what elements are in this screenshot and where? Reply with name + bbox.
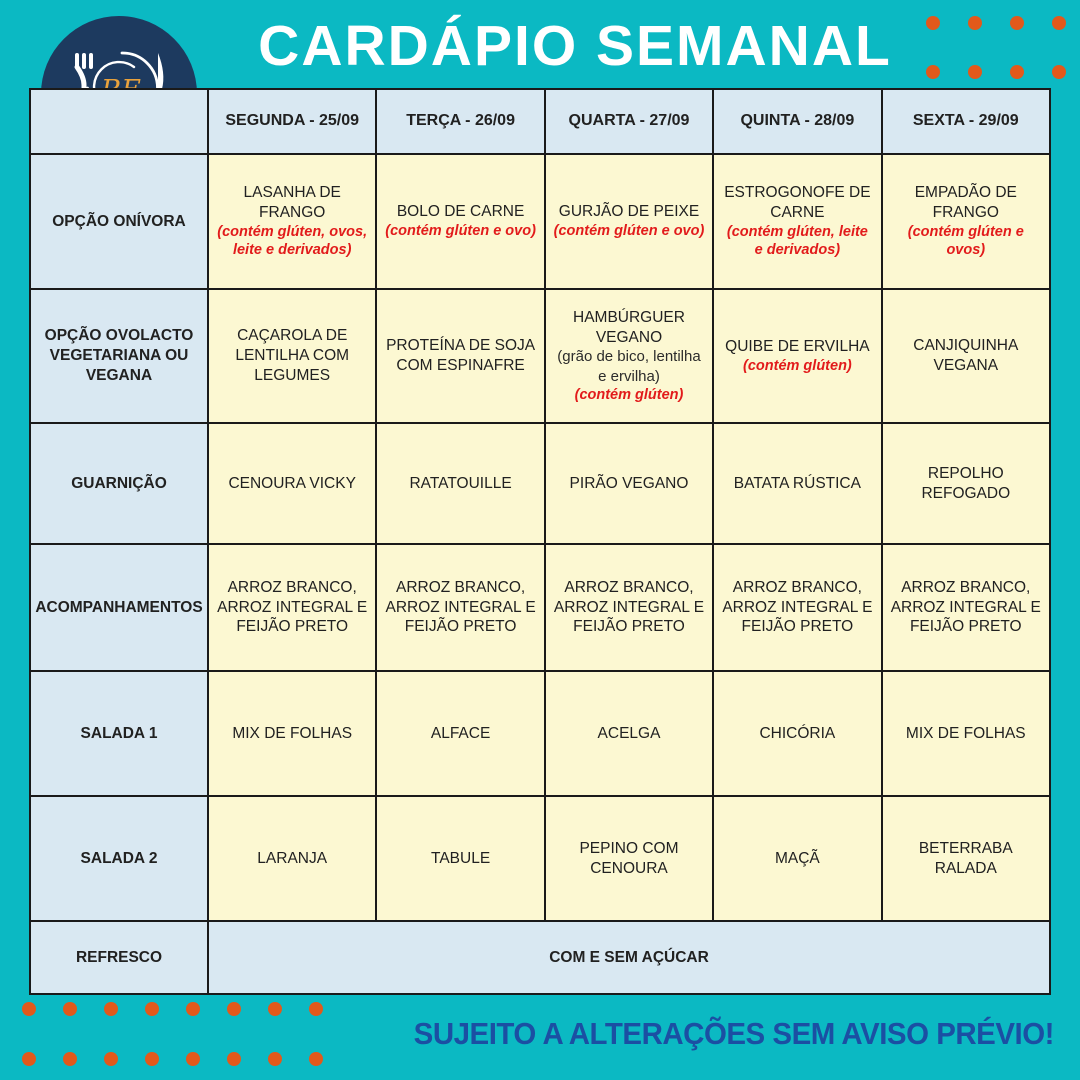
menu-cell	[546, 797, 712, 920]
menu-cell	[714, 797, 880, 920]
dot-icon	[145, 1052, 159, 1066]
menu-cell	[546, 155, 712, 288]
dot-icon	[268, 1002, 282, 1016]
dot-icon	[186, 1052, 200, 1066]
menu-cell	[883, 290, 1049, 422]
dot-icon	[1010, 65, 1024, 79]
menu-cell	[209, 545, 375, 670]
allergen-note: (contém glúten e ovos)	[907, 223, 1024, 259]
menu-cell	[714, 545, 880, 670]
dot-icon	[63, 1002, 77, 1016]
row-label-side-dish: GUARNIÇÃO	[31, 424, 207, 543]
allergen-note: (contém glúten, leite e derivados)	[726, 223, 868, 259]
row-label-salad-2: SALADA 2	[31, 797, 207, 920]
dot-icon	[968, 16, 982, 30]
dish-name: GURJÃO DE PEIXE	[558, 203, 700, 221]
menu-cell	[377, 545, 543, 670]
dish-name: CAÇAROLA DE LENTILHA COM LEGUMES	[235, 327, 350, 384]
menu-cell	[714, 290, 880, 422]
menu-cell	[546, 672, 712, 795]
dish-name: PEPINO COM CENOURA	[579, 839, 679, 877]
dish-name: HAMBÚRGUER VEGANO	[573, 308, 685, 346]
menu-cell	[883, 797, 1049, 920]
menu-cell	[883, 545, 1049, 670]
dish-name: CANJIQUINHA VEGANA	[913, 337, 1019, 374]
dot-icon	[22, 1052, 36, 1066]
dot-icon	[227, 1002, 241, 1016]
dish-name: MIX DE FOLHAS	[905, 724, 1026, 742]
dish-name: ESTROGONOFE DE CARNE	[724, 184, 871, 221]
dish-name: TABULE	[431, 849, 491, 867]
dot-icon	[268, 1052, 282, 1066]
dish-name: REPOLHO REFOGADO	[921, 464, 1011, 502]
row-label-vegetarian: OPÇÃO OVOLACTO VEGETARIANA OU VEGANA	[31, 290, 207, 422]
dish-name: ACELGA	[597, 724, 661, 742]
dot-icon	[1052, 16, 1066, 30]
dot-icon	[104, 1052, 118, 1066]
dish-name: CHICÓRIA	[759, 724, 836, 742]
row-label-salad-1: SALADA 1	[31, 672, 207, 795]
page-title: CARDÁPIO SEMANAL	[258, 14, 892, 78]
menu-cell	[209, 672, 375, 795]
menu-cell	[883, 155, 1049, 288]
menu-cell	[377, 424, 543, 543]
top-right-dots-decoration	[926, 16, 1066, 79]
menu-cell	[546, 424, 712, 543]
menu-cell	[883, 672, 1049, 795]
allergen-note: (contém glúten)	[743, 357, 852, 374]
dot-icon	[227, 1052, 241, 1066]
menu-cell	[883, 424, 1049, 543]
menu-cell	[377, 155, 543, 288]
dish-name: ARROZ BRANCO, ARROZ INTEGRAL E FEIJÃO PRETO	[890, 578, 1041, 636]
dish-ingredients: (grão de bico, lentilha e ervilha)	[557, 348, 701, 385]
allergen-note: (contém glúten)	[574, 386, 684, 403]
dot-icon	[63, 1052, 77, 1066]
dish-name: LARANJA	[257, 849, 328, 867]
menu-cell	[546, 290, 712, 422]
bottom-left-dots-decoration	[22, 1002, 323, 1066]
menu-cell	[377, 290, 543, 422]
dish-name: QUIBE DE ERVILHA	[725, 337, 870, 355]
dot-icon	[145, 1002, 159, 1016]
menu-cell	[377, 797, 543, 920]
menu-cell	[714, 424, 880, 543]
dish-name: ARROZ BRANCO, ARROZ INTEGRAL E FEIJÃO PRETO	[385, 578, 536, 636]
day-header-thursday: QUINTA - 28/09	[714, 90, 880, 153]
allergen-note: (contém glúten e ovo)	[385, 223, 536, 240]
day-header-tuesday: TERÇA - 26/09	[377, 90, 543, 153]
row-label-accompaniments: ACOMPANHAMENTOS	[31, 545, 207, 670]
menu-cell	[209, 797, 375, 920]
dish-name: BOLO DE CARNE	[396, 203, 525, 221]
dot-icon	[309, 1052, 323, 1066]
menu-cell	[714, 155, 880, 288]
dish-name: PROTEÍNA DE SOJA COM ESPINAFRE	[386, 337, 536, 374]
dish-name: ARROZ BRANCO, ARROZ INTEGRAL E FEIJÃO PRETO	[217, 578, 368, 636]
dish-name: ARROZ BRANCO, ARROZ INTEGRAL E FEIJÃO PRETO	[722, 578, 873, 636]
allergen-note: (contém glúten e ovo)	[553, 223, 705, 240]
dot-icon	[309, 1002, 323, 1016]
drink-value: COM E SEM AÇÚCAR	[549, 948, 709, 966]
dish-name: MAÇÃ	[774, 849, 820, 867]
dish-name: BETERRABA RALADA	[918, 839, 1013, 877]
dish-name: EMPADÃO DE FRANGO	[914, 184, 1017, 221]
dot-icon	[22, 1002, 36, 1016]
drink-cell	[209, 922, 1049, 993]
dot-icon	[926, 65, 940, 79]
menu-cell	[209, 290, 375, 422]
menu-cell	[546, 545, 712, 670]
dot-icon	[1010, 16, 1024, 30]
row-label-omnivore: OPÇÃO ONÍVORA	[31, 155, 207, 288]
allergen-note: (contém glúten, ovos, leite e derivados)	[217, 223, 368, 259]
weekly-menu-table	[29, 88, 1051, 995]
corner-cell	[31, 90, 207, 153]
dish-name: CENOURA VICKY	[228, 474, 356, 492]
dish-name: BATATA RÚSTICA	[733, 474, 861, 492]
footer-notice: SUJEITO A ALTERAÇÕES SEM AVISO PRÉVIO!	[413, 1016, 1054, 1051]
dish-name: ARROZ BRANCO, ARROZ INTEGRAL E FEIJÃO PRETO	[553, 578, 705, 636]
day-header-monday: SEGUNDA - 25/09	[209, 90, 375, 153]
dot-icon	[1052, 65, 1066, 79]
dish-name: MIX DE FOLHAS	[232, 724, 353, 742]
dish-name: ALFACE	[430, 724, 491, 742]
dish-name: RATATOUILLE	[409, 474, 512, 492]
dot-icon	[186, 1002, 200, 1016]
menu-cell	[377, 672, 543, 795]
menu-cell	[714, 672, 880, 795]
dot-icon	[926, 16, 940, 30]
day-header-wednesday: QUARTA - 27/09	[546, 90, 712, 153]
menu-cell	[209, 424, 375, 543]
dot-icon	[104, 1002, 118, 1016]
dot-icon	[968, 65, 982, 79]
menu-cell	[209, 155, 375, 288]
dish-name: LASANHA DE FRANGO	[243, 184, 341, 221]
dish-name: PIRÃO VEGANO	[569, 474, 689, 492]
row-label-drink: REFRESCO	[31, 922, 207, 993]
day-header-friday: SEXTA - 29/09	[883, 90, 1049, 153]
